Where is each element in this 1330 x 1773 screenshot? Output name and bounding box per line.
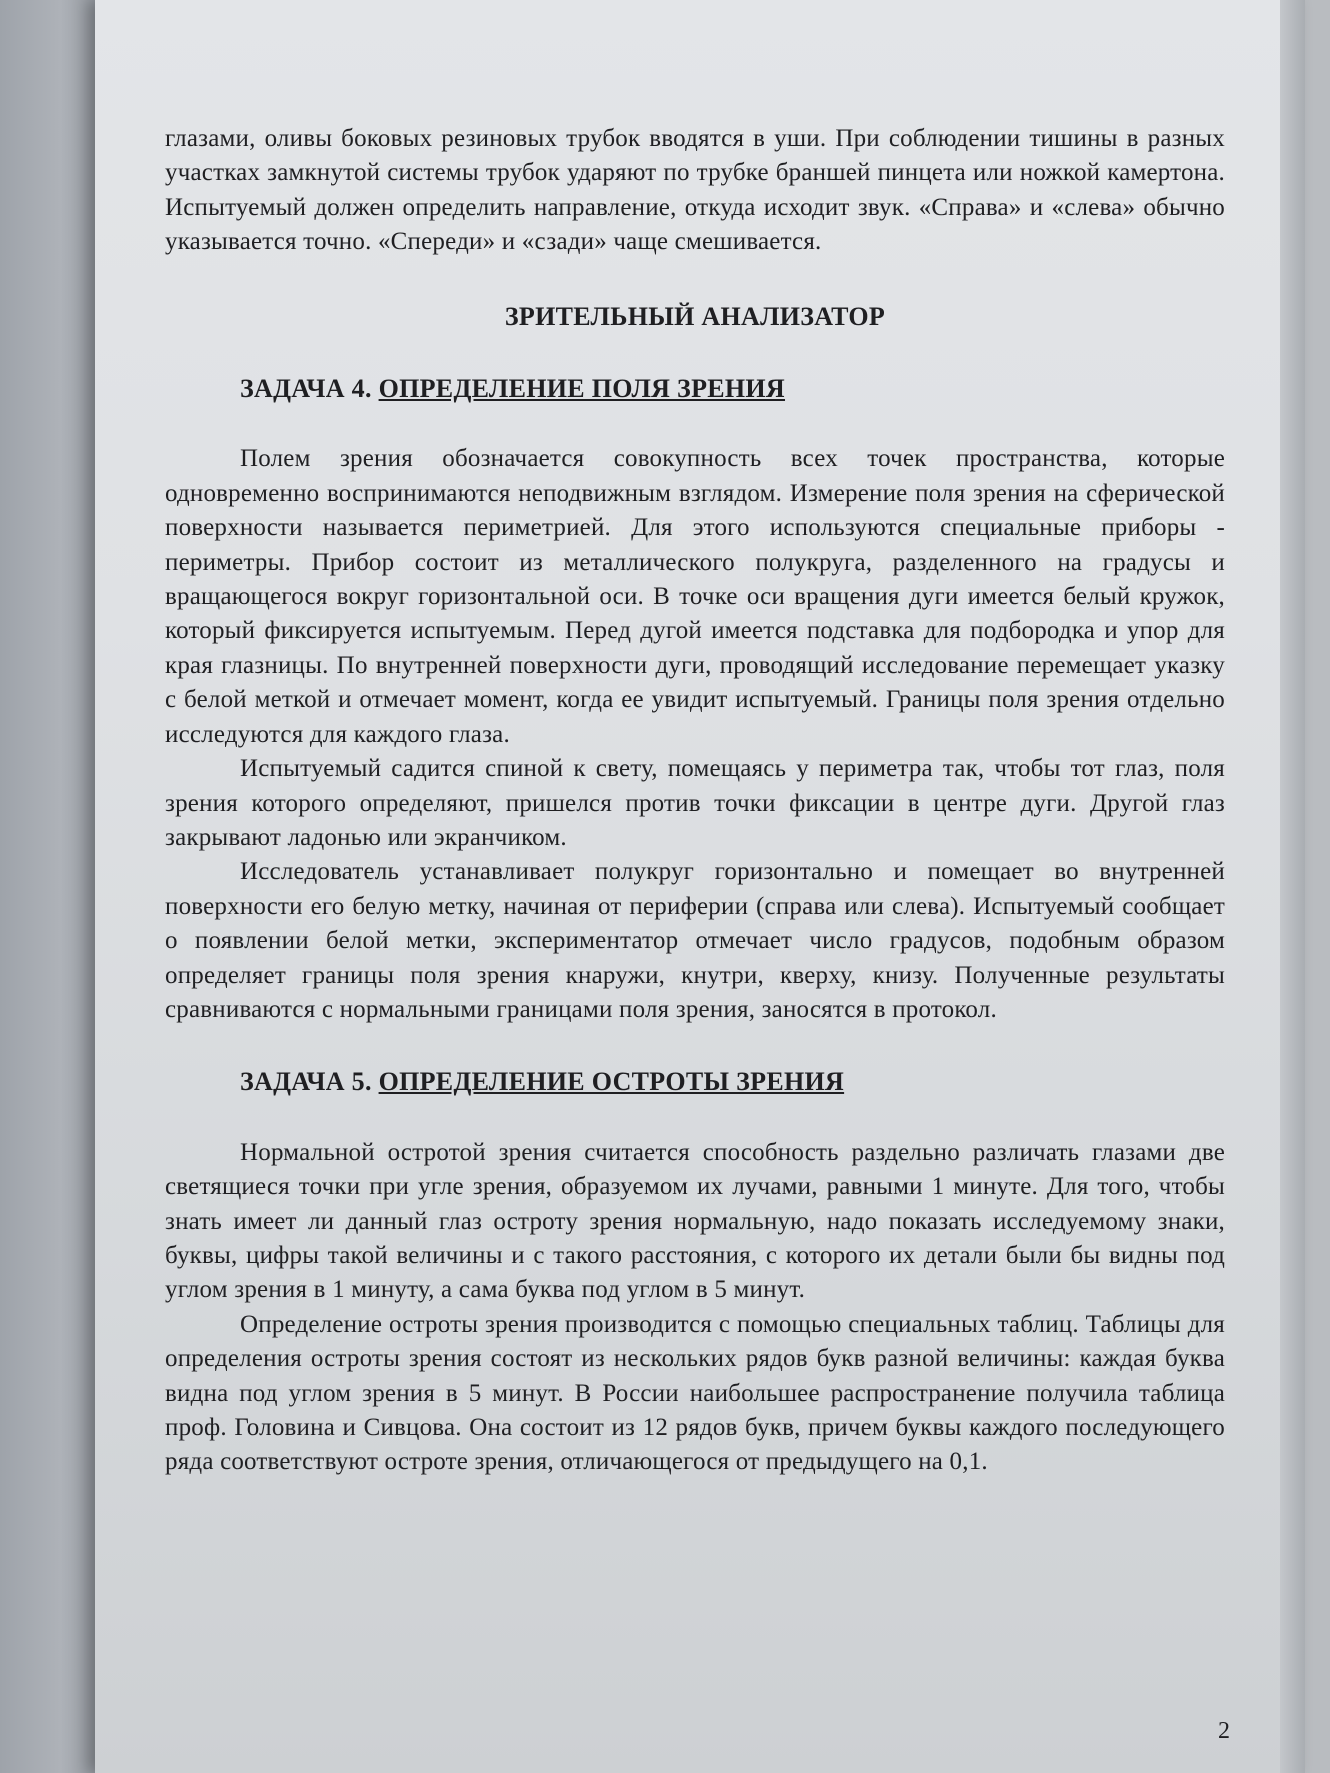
task5-label: ЗАДАЧА 5. (240, 1067, 379, 1097)
task4-heading (240, 372, 1225, 406)
task4-paragraph-2: Испытуемый садится спиной к свету, помещаясь у периметра так, чтобы тот глаз, поля зрения которого определяют, пришелся против точки фиксации в центре дуги. Другой глаз закрывают ладонью или экранчиком. (165, 755, 1225, 851)
task5-paragraph-1: Нормальной остротой зрения считается способность раздельно различать глазами две светящиеся точки при угле зрения, образуемом их лучами, равными 1 минуте. Для того, чтобы знать имеет ли данный глаз остроту зрения нормальную, надо показать исследуемому знаки, буквы, цифры такой величины и с такого расстояния, с которого их детали были бы видны под углом зрения в 1 минуту, а сама буква под углом в 5 минут. (165, 1138, 1225, 1304)
page-number: 2 (1218, 1718, 1230, 1744)
page-content (165, 122, 1225, 1480)
intro-paragraph: глазами, оливы боковых резиновых трубок вводятся в уши. При соблюдении тишины в разных участках замкнутой системы трубок ударяют по трубке браншей пинцета или ножкой камертона. Испытуемый должен определить направление, откуда исходит звук. «Справа» и «слева» обычно указывается точно. «Спереди» и «сзади» чаще смешивается. (165, 125, 1225, 256)
task5-title: ОПРЕДЕЛЕНИЕ ОСТРОТЫ ЗРЕНИЯ (378, 1067, 845, 1097)
task4-title: ОПРЕДЕЛЕНИЕ ПОЛЯ ЗРЕНИЯ (378, 374, 786, 404)
task4-paragraph-1: Полем зрения обозначается совокупность всех точек пространства, которые одновременно воспринимаются неподвижным взглядом. Измерение поля зрения на сферической поверхности называется периметрией. Для этого используются специальные приборы - периметры. Прибор состоит из металлического полукруга, разделенного на градусы и вращающегося вокруг горизонтальной оси. В точке оси вращения дуги имеется белый кружок, который фиксируется испытуемым. Перед дугой имеется подставка для подбородка и упор для края глазницы. По внутренней поверхности дуги, проводящий исследование перемещает указку с белой меткой и отмечает момент, когда ее увидит испытуемый. Границы поля зрения отдельно исследуются для каждого глаза. (165, 445, 1225, 748)
task4-paragraph-3: Исследователь устанавливает полукруг горизонтально и помещает во внутренней поверхности его белую метку, начиная от периферии (справа или слева). Испытуемый сообщает о появлении белой метки, экспериментатор отмечает число градусов, подобным образом определяет границы поля зрения кнаружи, кнутри, кверху, книзу. Полученные результаты сравниваются с нормальными границами поля зрения, заносятся в протокол. (165, 858, 1225, 1023)
adjacent-page-edge (0, 0, 110, 1773)
task5-heading (240, 1065, 1225, 1099)
page-right-edge (1280, 0, 1305, 1773)
section-heading: ЗРИТЕЛЬНЫЙ АНАЛИЗАТОР (504, 301, 886, 331)
task4-label: ЗАДАЧА 4. (240, 374, 379, 404)
task5-paragraph-2: Определение остроты зрения производится с помощью специальных таблиц. Таблицы для определения остроты зрения состоят из нескольких рядов букв разной величины: каждая буква видна под углом зрения в 5 минут. В России наибольшее распространение получила таблица проф. Головина и Сивцова. Она состоит из 12 рядов букв, причем буквы каждого последующего ряда соответствуют остроте зрения, отличающегося от предыдущего на 0,1. (165, 1310, 1225, 1476)
